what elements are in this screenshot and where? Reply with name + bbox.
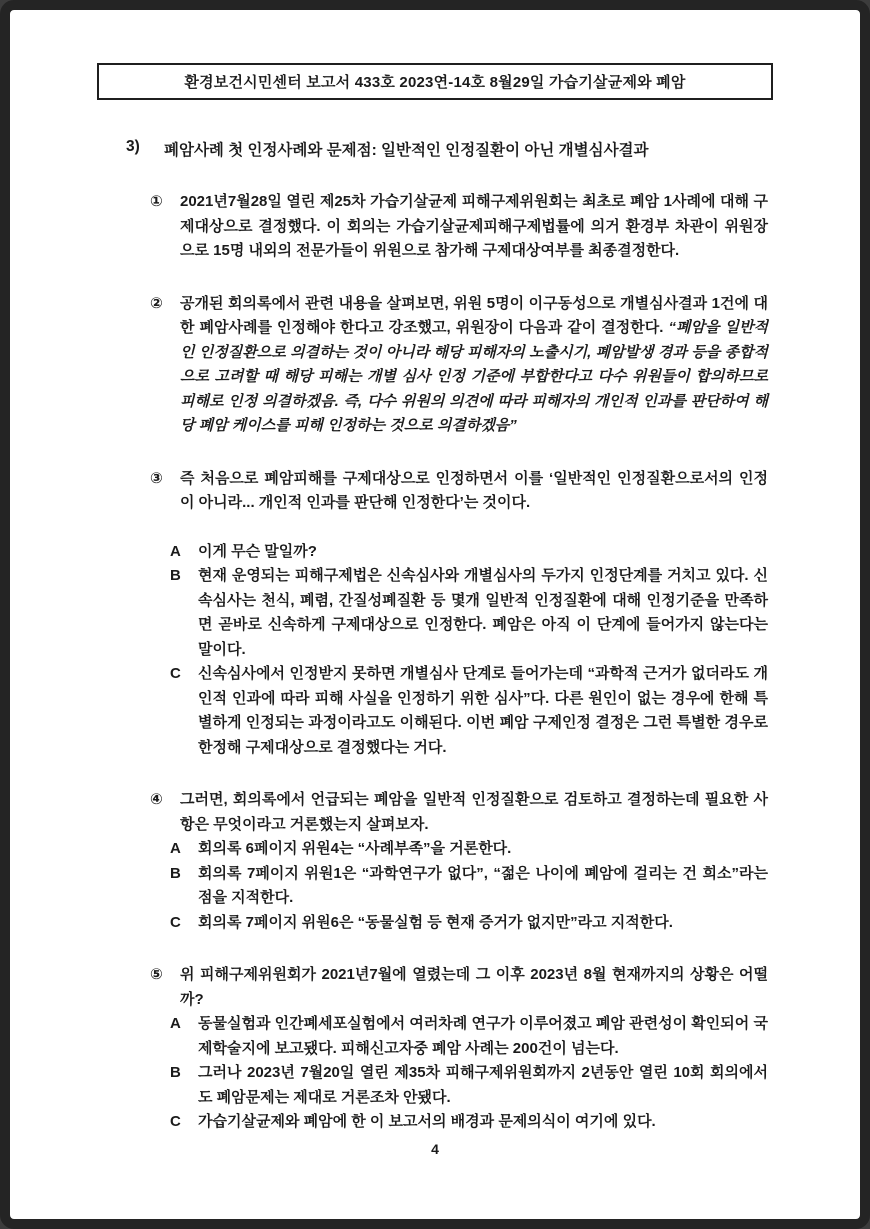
sub-item bbox=[170, 564, 768, 662]
item-marker: ② bbox=[150, 294, 163, 312]
sub-item-text: 그러나 2023년 7월20일 열린 제35차 피해구제위원회까지 2년동안 열린 10회 회의에서도 폐암문제는 제대로 거론조차 안됐다. bbox=[198, 1064, 768, 1106]
list-item-4 bbox=[150, 788, 768, 935]
item-text: 즉 처음으로 폐암피해를 구제대상으로 인정하면서 이를 ‘일반적인 인정질환으로서의 인정이 아니라... 개인적 인과를 판단해 인정한다’는 것이다. bbox=[180, 469, 768, 511]
sub-item bbox=[170, 1061, 768, 1110]
sub-item-text: 회의록 6페이지 위원4는 “사례부족”을 거론한다. bbox=[198, 840, 512, 857]
sub-item-text: 가습기살균제와 폐암에 한 이 보고서의 배경과 문제의식이 여기에 있다. bbox=[198, 1113, 656, 1130]
report-header-box bbox=[97, 63, 773, 100]
section-heading bbox=[126, 138, 860, 160]
sub-item-marker: A bbox=[170, 1015, 181, 1032]
sub-list bbox=[170, 837, 768, 935]
sub-item bbox=[170, 862, 768, 911]
report-header-title: 환경보건시민센터 보고서 433호 2023연-14호 8월29일 가습기살균제와 폐암 bbox=[184, 74, 686, 91]
sub-item bbox=[170, 911, 768, 936]
sub-list bbox=[170, 540, 768, 761]
sub-item-text: 회의록 7페이지 위원1은 “과학연구가 없다”, “젊은 나이에 폐암에 걸리는 건 희소”라는 점을 지적한다. bbox=[198, 864, 768, 906]
list-item-3 bbox=[150, 467, 768, 761]
sub-item bbox=[170, 540, 768, 565]
sub-item bbox=[170, 1110, 768, 1135]
sub-item-marker: A bbox=[170, 840, 181, 857]
item-text: 그러면, 회의록에서 언급되는 폐암을 일반적 인정질환으로 검토하고 결정하는데 필요한 사항은 무엇이라고 거론했는지 살펴보자. bbox=[180, 791, 768, 833]
sub-item-marker: C bbox=[170, 1113, 181, 1130]
list-item-1 bbox=[150, 190, 768, 264]
sub-item-text: 현재 운영되는 피해구제법은 신속심사와 개별심사의 두가지 인정단계를 거치고 있다. 신속심사는 천식, 폐렴, 간질성폐질환 등 몇개 일반적 인정질환에 대해 인정기준을 만족하면 곧바로 신속하게 구제대상으로 인정한다. 폐암은 아직 이 단계에 들어가지 않는다는 말이다. bbox=[198, 567, 768, 658]
item-marker: ⑤ bbox=[150, 966, 163, 983]
item-text: 위 피해구제위원회가 2021년7월에 열렸는데 그 이후 2023년 8월 현재까지의 상황은 어떨까? bbox=[180, 966, 768, 1008]
sub-item bbox=[170, 837, 768, 862]
item-marker: ③ bbox=[150, 469, 163, 487]
sub-item-text: 동물실험과 인간폐세포실험에서 여러차례 연구가 이루어졌고 폐암 관련성이 확인되어 국제학술지에 보고됐다. 피해신고자중 폐암 사례는 200건이 넘는다. bbox=[198, 1015, 768, 1057]
sub-item-marker: C bbox=[170, 665, 181, 682]
sub-item-marker: A bbox=[170, 542, 181, 560]
item-marker: ① bbox=[150, 193, 163, 210]
sub-item-marker: B bbox=[170, 864, 181, 882]
sub-item-marker: C bbox=[170, 913, 181, 931]
list-item-2 bbox=[150, 292, 768, 439]
sub-item bbox=[170, 1012, 768, 1061]
page-number: 4 bbox=[431, 1141, 439, 1157]
sub-item-text: 이게 무슨 말일까? bbox=[198, 542, 317, 560]
item-marker: ④ bbox=[150, 791, 163, 808]
committee-quote: “폐암을 일반적인 인정질환으로 의결하는 것이 아니라 해당 피해자의 노출시기, 폐암발생 경과 등을 종합적으로 고려할 때 해당 피해는 개별 심사 인정 기준에 부합한다고 다수 위원들이 합의하므로 피해로 인정 의결하겠음. 즉, 다수 위원의 의견에 따라 피해자의 개인적 인과를 판단하여 해당 폐암 케이스를 피해 인정하는 것으로 의결하겠음” bbox=[180, 319, 769, 434]
sub-item-text: 회의록 7페이지 위원6은 “동물실험 등 현재 증거가 없지만”라고 지적한다. bbox=[198, 913, 673, 931]
item-text-with-quote bbox=[180, 292, 768, 439]
item-text: 2021년7월28일 열린 제25차 가습기살균제 피해구제위원회는 최초로 폐암 1사례에 대해 구제대상으로 결정했다. 이 회의는 가습기살균제피해구제법률에 의거 환경부 차관이 위원장으로 15명 내외의 전문가들이 위원으로 참가해 구제대상여부를 최종결정한다. bbox=[180, 193, 768, 259]
document-body bbox=[150, 190, 768, 1135]
section-title: 폐암사례 첫 인정사례와 문제점: 일반적인 인정질환이 아닌 개별심사결과 bbox=[164, 142, 649, 159]
item-text: 공개된 회의록에서 관련 내용을 살펴보면, 위원 5명이 이구동성으로 개별심사결과 1건에 대한 폐암사례를 인정해야 한다고 강조했고, 위원장이 다음과 같이 결정한다. bbox=[180, 294, 768, 336]
sub-item-marker: B bbox=[170, 567, 181, 584]
sub-item-marker: B bbox=[170, 1064, 181, 1081]
list-item-5 bbox=[150, 963, 768, 1135]
sub-item bbox=[170, 662, 768, 760]
section-number: 3) bbox=[126, 138, 140, 155]
sub-item-text: 신속심사에서 인정받지 못하면 개별심사 단계로 들어가는데 “과학적 근거가 없더라도 개인적 인과에 따라 피해 사실을 인정하기 위한 심사”다. 다른 원인이 없는 경우에 한해 특별하게 인정되는 과정이라고도 이해된다. 이번 폐암 구제인정 결정은 그런 특별한 경우로 한정해 구제대상으로 결정했다는 거다. bbox=[198, 665, 768, 756]
sub-list bbox=[170, 1012, 768, 1135]
